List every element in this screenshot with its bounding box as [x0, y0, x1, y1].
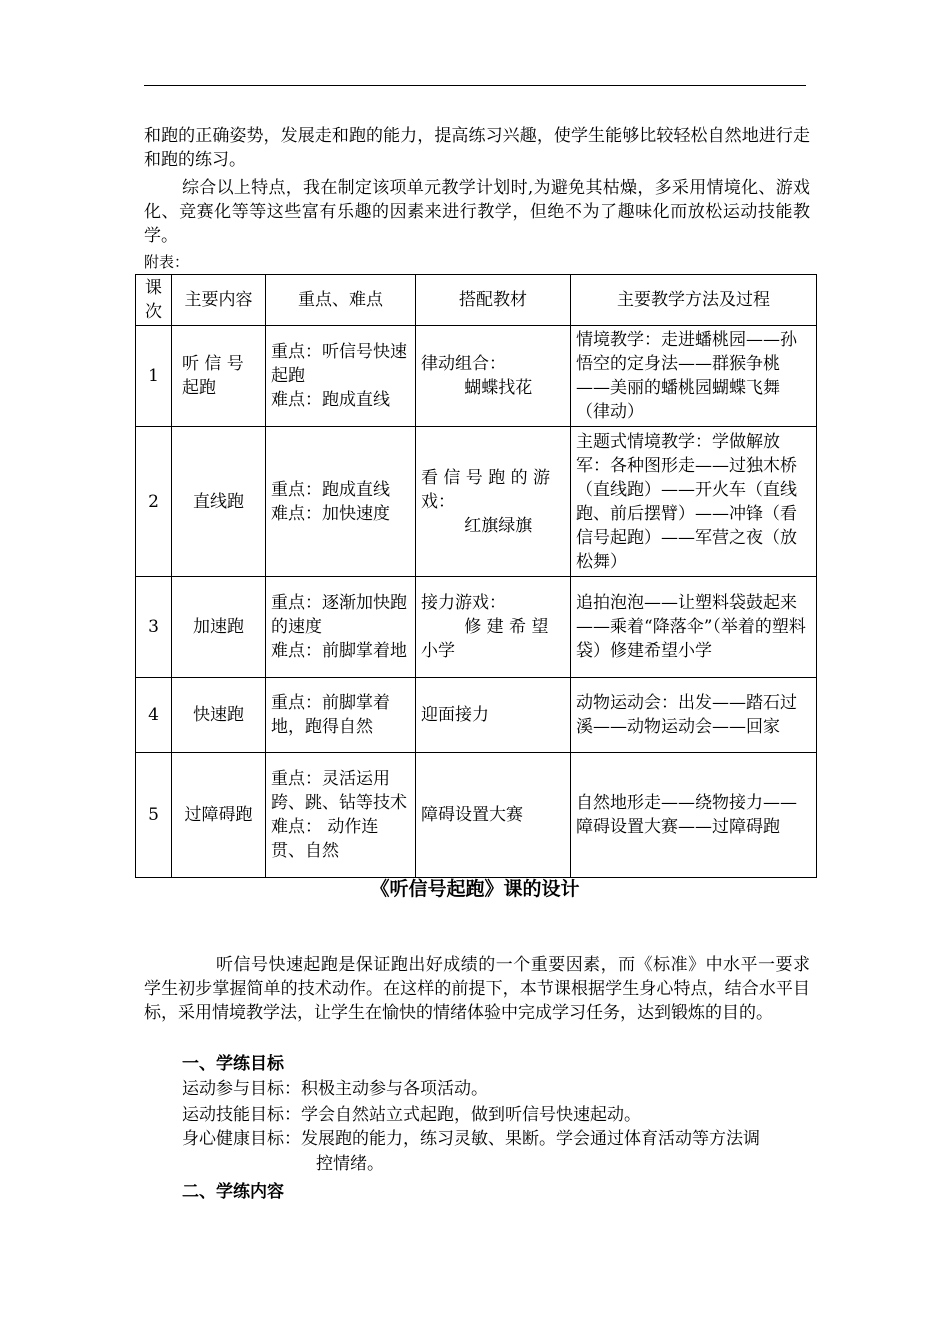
goal-label: 运动参与目标： — [182, 1079, 301, 1099]
row-method: 主题式情境教学：学做解放军：各种图形走——过独木桥（直线跑）——开火车（直线跑、前后摆臂）——冲锋（看信号起跑）——军营之夜（放松舞） — [571, 427, 817, 577]
header-key-points: 重点、难点 — [266, 275, 416, 326]
table-row — [136, 678, 817, 753]
row-content: 加速跑 — [172, 577, 266, 678]
table-row — [136, 577, 817, 678]
row-method: 动物运动会：出发——踏石过溪——动物运动会——回家 — [571, 678, 817, 753]
goal-text: 学会自然站立式起跑，做到听信号快速起动。 — [301, 1105, 641, 1125]
header-lesson-no: 课次 — [136, 275, 172, 326]
header-material: 搭配教材 — [416, 275, 571, 326]
row-key: 重点：灵活运用跨、跳、钻等技术 难点： 动作连贯、自然 — [266, 753, 416, 878]
row-method: 自然地形走——绕物接力——障碍设置大赛——过障碍跑 — [571, 753, 817, 878]
row-content: 直线跑 — [172, 427, 266, 577]
section-heading-content: 二、学练内容 — [182, 1182, 284, 1202]
row-num: 1 — [136, 326, 172, 427]
goal-text: 积极主动参与各项活动。 — [301, 1079, 488, 1099]
row-key: 重点：前脚掌着地，跑得自然 — [266, 678, 416, 753]
row-num: 3 — [136, 577, 172, 678]
goal-participation — [182, 1077, 812, 1102]
section-heading-goals: 一、学练目标 — [182, 1054, 284, 1074]
goal-health — [182, 1127, 812, 1152]
table-header-row — [136, 275, 817, 326]
intro-paragraph-1: 和跑的正确姿势，发展走和跑的能力，提高练习兴趣，使学生能够比较轻松自然地进行走和跑的练习。 — [144, 126, 810, 170]
row-material: 看 信 号 跑 的 游戏： 红旗绿旗 — [416, 427, 571, 577]
header-content: 主要内容 — [172, 275, 266, 326]
row-key: 重点：逐渐加快跑的速度 难点：前脚掌着地 — [266, 577, 416, 678]
row-content: 快速跑 — [172, 678, 266, 753]
table-row — [136, 326, 817, 427]
lesson-title: 《听信号起跑》课的设计 — [370, 878, 580, 900]
lesson-intro-paragraph: 听信号快速起跑是保证跑出好成绩的一个重要因素，而《标准》中水平一要求学生初步掌握简单的技术动作。在这样的前提下，本节课根据学生身心特点，结合水平目标，采用情境教学法，让学生在愉快的情绪体验中完成学习任务，达到锻炼的目的。 — [144, 955, 810, 1023]
row-num: 4 — [136, 678, 172, 753]
row-key: 重点：听信号快速起跑 难点：跑成直线 — [266, 326, 416, 427]
row-key: 重点：跑成直线 难点：加快速度 — [266, 427, 416, 577]
row-num: 2 — [136, 427, 172, 577]
goal-skill — [182, 1103, 812, 1128]
table-label: 附表： — [144, 253, 190, 271]
header-method: 主要教学方法及过程 — [571, 275, 817, 326]
row-material: 接力游戏： 修 建 希 望 小学 — [416, 577, 571, 678]
header-rule — [144, 85, 806, 86]
unit-plan-table — [135, 274, 817, 878]
intro-paragraph-2: 综合以上特点，我在制定该项单元教学计划时,为避免其枯燥，多采用情境化、游戏化、竞赛化等等这些富有乐趣的因素来进行教学，但绝不为了趣味化而放松运动技能教学。 — [144, 178, 810, 246]
row-content: 过障碍跑 — [172, 753, 266, 878]
row-material: 障碍设置大赛 — [416, 753, 571, 878]
row-method: 追拍泡泡——让塑料袋鼓起来——乘着“降落伞”（举着的塑料袋）修建希望小学 — [571, 577, 817, 678]
goal-health-continued: 控情绪。 — [316, 1154, 384, 1174]
row-material: 律动组合： 蝴蝶找花 — [416, 326, 571, 427]
goal-text: 发展跑的能力，练习灵敏、果断。学会通过体育活动等方法调 — [301, 1129, 760, 1149]
row-num: 5 — [136, 753, 172, 878]
goal-label: 身心健康目标： — [182, 1129, 301, 1149]
row-content-text: 听 信 号 起跑 — [182, 354, 244, 398]
row-material: 迎面接力 — [416, 678, 571, 753]
goal-label: 运动技能目标： — [182, 1105, 301, 1125]
table-row — [136, 427, 817, 577]
row-method: 情境教学：走进蟠桃园——孙悟空的定身法——群猴争桃——美丽的蟠桃园蝴蝶飞舞（律动） — [571, 326, 817, 427]
row-content — [172, 326, 266, 427]
table-row — [136, 753, 817, 878]
